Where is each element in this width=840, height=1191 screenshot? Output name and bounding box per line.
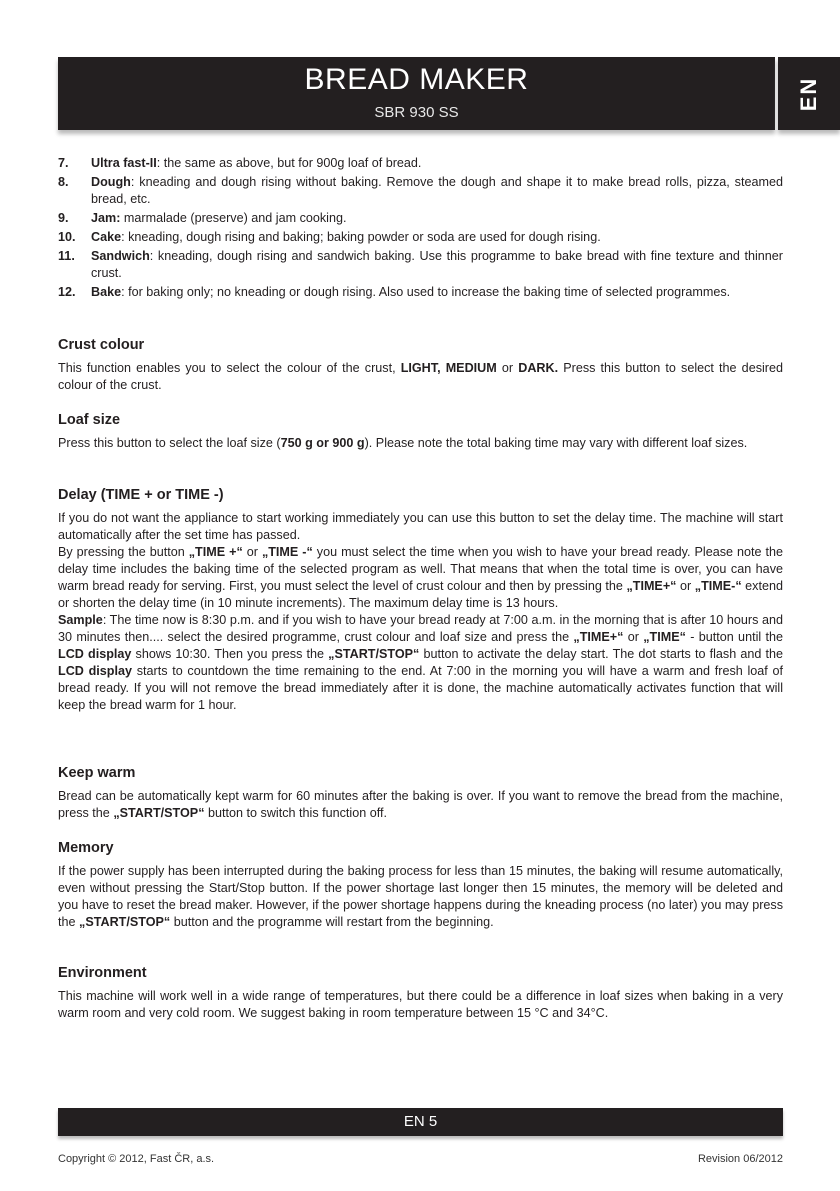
bold-text: LIGHT, MEDIUM [400, 361, 497, 375]
text-run: : the same as above, but for 900g loaf of bread. [156, 156, 422, 170]
text-run: This machine will work well in a wide range of temperatures, but there could be a difference in loaf sizes when baking in a very warm room and very cold room. We suggest baking in room temperature between 15 °C and 34°C. [58, 989, 783, 1020]
bold-text: Dough [91, 175, 131, 189]
bold-text: „TIME -“ [261, 545, 313, 559]
text-run: or [623, 630, 644, 644]
text-run: This function enables you to select the colour of the crust, [58, 361, 401, 375]
revision: Revision 06/2012 [697, 1153, 783, 1165]
section-keep-warm [58, 764, 783, 822]
text-run: or [676, 579, 695, 593]
section-heading: Memory [58, 840, 114, 856]
item-number: 10. [58, 230, 76, 244]
text-run: : kneading and dough rising without baking. Remove the dough and shape it to make bread rolls, pizza, steamed bread, etc. [91, 175, 783, 206]
bold-text: „START/STOP“ [113, 806, 205, 820]
programme-list [58, 155, 783, 301]
text-run: If you do not want the appliance to start working immediately you can use this button to set the delay time. The machine will start automatically after the set time has passed. [58, 511, 783, 542]
item-number: 12. [58, 285, 76, 299]
paragraph [58, 612, 783, 714]
copyright: Copyright © 2012, Fast ČR, a.s. [58, 1153, 215, 1165]
paragraph [58, 988, 783, 1022]
text-run: extend or shorten the delay time (in 10 minute increments). The maximum delay time is 13 hours. [58, 579, 783, 610]
text-run: button to activate the delay start. The dot starts to flash and the [419, 647, 784, 661]
bold-text: „TIME“ [643, 630, 686, 644]
text-run: By pressing the button [58, 545, 189, 559]
bold-text: „TIME +“ [188, 545, 243, 559]
bold-text: Ultra fast-II [91, 156, 157, 170]
bold-text: Bake [91, 285, 122, 299]
programme-list-section [58, 155, 783, 303]
section-crust-colour [58, 336, 783, 394]
section-environment [58, 964, 783, 1022]
text-run: or [242, 545, 262, 559]
text-run: Press this button to select the desired colour of the crust. [58, 361, 783, 392]
text-run: - button until the [685, 630, 783, 644]
section-loaf-size [58, 411, 783, 452]
programme-item [58, 155, 783, 172]
item-number: 9. [58, 211, 69, 225]
language-tab [778, 57, 840, 130]
header-bar [58, 57, 775, 130]
section-heading: Delay (TIME + or TIME -) [58, 487, 224, 503]
bold-text: 750 g or 900 g [280, 436, 365, 450]
bold-text: Jam: [91, 211, 121, 225]
text-run: shows 10:30. Then you press the [131, 647, 329, 661]
bold-text: Sample [58, 613, 103, 627]
item-number: 11. [58, 249, 75, 263]
programme-item [58, 248, 783, 282]
language-label: EN [796, 76, 821, 111]
bold-text: DARK. [518, 361, 559, 375]
text-run: ). Please note the total baking time may vary with different loaf sizes. [364, 436, 748, 450]
section-heading: Environment [58, 965, 147, 981]
paragraph [58, 360, 783, 394]
text-run: Press this button to select the loaf size ( [58, 436, 281, 450]
paragraph [58, 544, 783, 612]
bold-text: „TIME+“ [626, 579, 677, 593]
text-run: starts to countdown the time remaining to the end. At 7:00 in the morning you will have a warm and fresh loaf of bread ready. If you will not remove the bread immediately after it is done, the machine automatically activates function that will keep the bread warm for 1 hour. [58, 664, 783, 712]
paragraph [58, 863, 783, 931]
text-run: If the power supply has been interrupted during the baking process for less than 15 minutes, the baking will resume automatically, even without pressing the Start/Stop button. If the power shortage last longer then 15 minutes, the memory will be deleted and you have to reset the bread maker. However, if the power shortage happens during the kneading process (no later) you may press the [58, 864, 783, 929]
section-heading: Crust colour [58, 337, 145, 353]
bold-text: LCD display [58, 647, 132, 661]
paragraph [58, 788, 783, 822]
paragraph [58, 435, 783, 452]
programme-item [58, 284, 783, 301]
bold-text: „START/STOP“ [79, 915, 171, 929]
document-title: BREAD MAKER [304, 63, 529, 96]
section-delay [58, 486, 783, 714]
section-heading: Loaf size [58, 412, 121, 428]
page-number: EN 5 [403, 1113, 438, 1130]
footer-bar [58, 1108, 783, 1136]
text-run: button to switch this function off. [204, 806, 387, 820]
text-run: Bread can be automatically kept warm for 60 minutes after the baking is over. If you want to remove the bread from the machine, press the [58, 789, 783, 820]
programme-item [58, 210, 783, 227]
bold-text: „TIME-“ [694, 579, 742, 593]
text-run: you must select the time when you wish to have your bread ready. Please note the delay time includes the baking time of the selected program as well. That means that when the total time is over, you can have warm bread ready for serving. First, you must select the level of crust colour and then by pressing the [58, 545, 783, 593]
paragraph [58, 510, 783, 544]
programme-item [58, 174, 783, 208]
text-run: : kneading, dough rising and baking; baking powder or soda are used for dough rising. [121, 230, 601, 244]
bold-text: Cake [91, 230, 122, 244]
bold-text: „START/STOP“ [328, 647, 420, 661]
bold-text: LCD display [58, 664, 132, 678]
text-run: or [496, 361, 519, 375]
section-memory [58, 839, 783, 931]
text-run: : kneading, dough rising and sandwich baking. Use this programme to bake bread with fine texture and thinner crust. [91, 249, 783, 280]
bold-text: Sandwich [91, 249, 150, 263]
text-run: marmalade (preserve) and jam cooking. [120, 211, 347, 225]
item-number: 7. [58, 156, 69, 170]
programme-item [58, 229, 783, 246]
text-run: : The time now is 8:30 p.m. and if you wish to have your bread ready at 7:00 a.m. in the morning that is after 10 hours and 30 minutes then.... select the desired programme, crust colour and loaf size and press the [58, 613, 783, 644]
item-number: 8. [58, 175, 69, 189]
model-number: SBR 930 SS [374, 104, 459, 121]
section-heading: Keep warm [58, 765, 136, 781]
text-run: : for baking only; no kneading or dough rising. Also used to increase the baking time of selected programmes. [121, 285, 731, 299]
text-run: button and the programme will restart from the beginning. [170, 915, 494, 929]
bold-text: „TIME+“ [573, 630, 624, 644]
